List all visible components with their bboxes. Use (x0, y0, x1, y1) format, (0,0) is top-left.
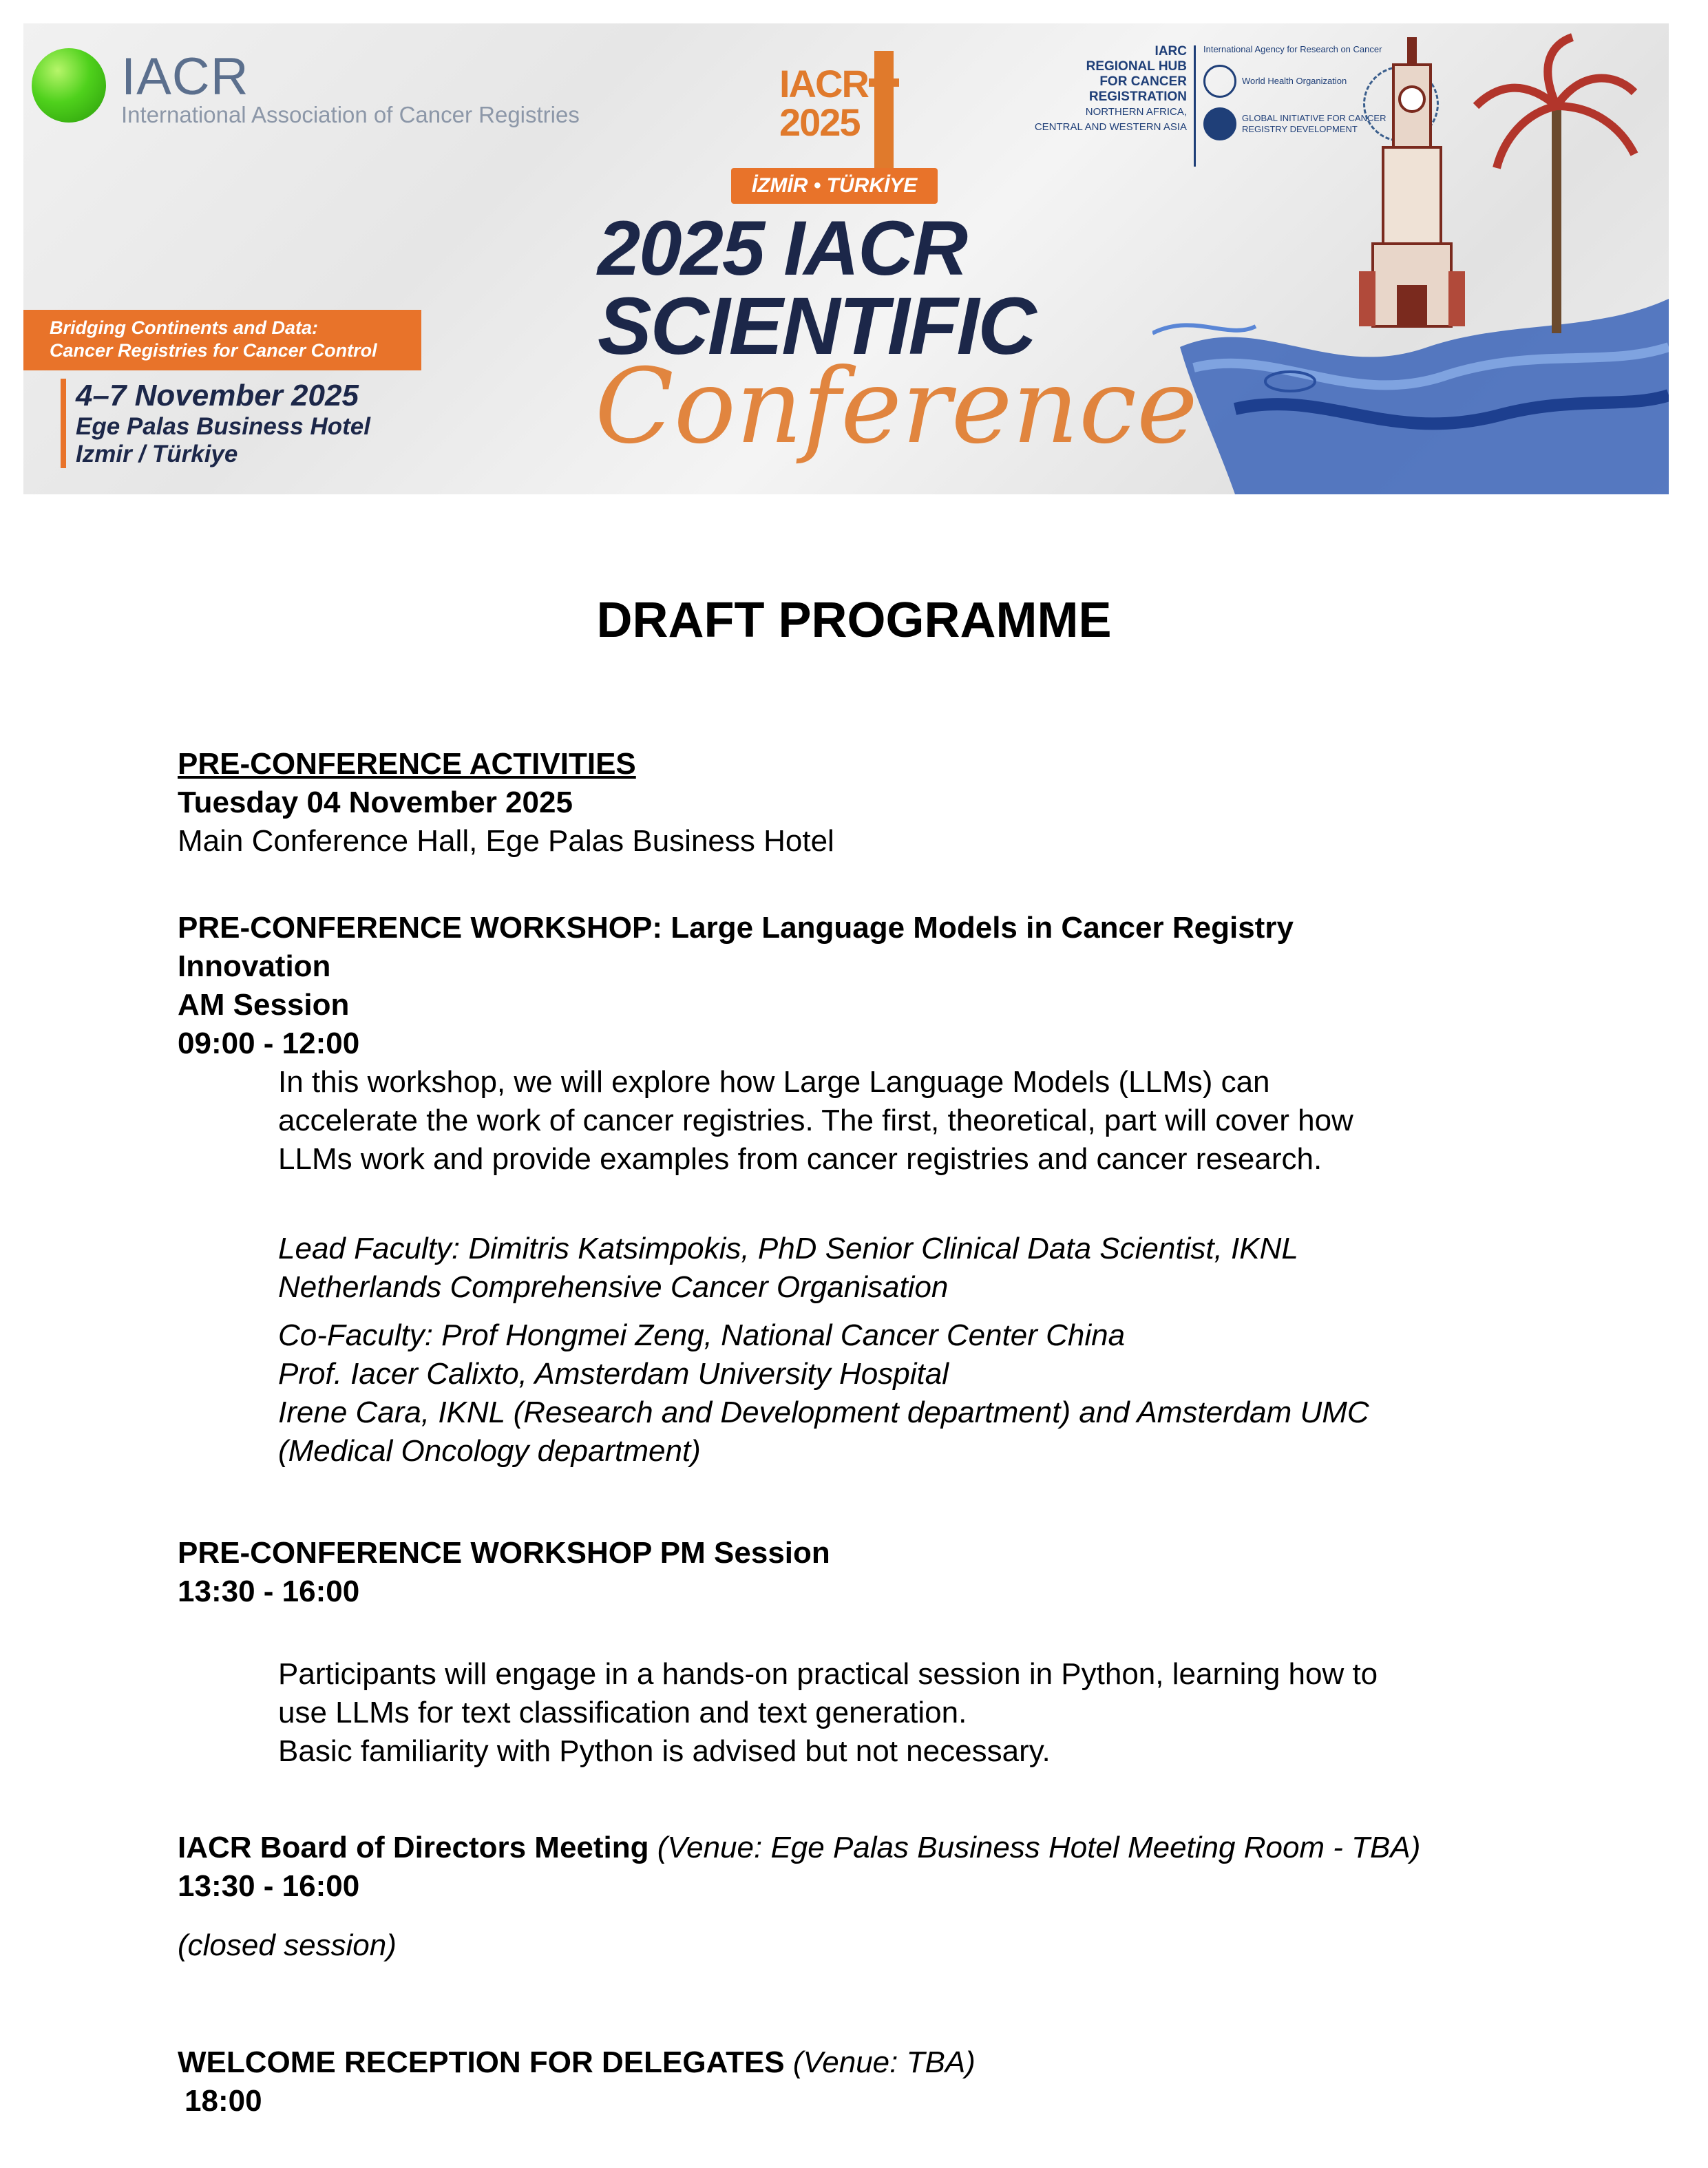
banner-tagline (23, 310, 421, 370)
event-venue-city: Izmir / Türkiye (76, 441, 238, 467)
iacr-logo-subtitle: International Association of Cancer Registries (121, 102, 580, 127)
iacr-logo (32, 48, 637, 131)
clock-tower-icon (874, 51, 894, 168)
iacr-logo-word: IACR (121, 48, 249, 106)
event-info (61, 379, 370, 468)
workshop-pm-description (178, 1655, 1520, 1771)
event-dates: 4–7 November 2025 (76, 379, 359, 412)
workshop-am-title-line-2: Innovation (178, 949, 331, 983)
hub-line-1: IARC (1155, 44, 1187, 59)
workshop-pm-desc-line: use LLMs for text classification and text generation. (278, 1696, 967, 1729)
workshop-am-session: AM Session (178, 988, 350, 1022)
workshop-pm-desc-line: Participants will engage in a hands-on practical session in Python, learning how to (278, 1657, 1378, 1691)
workshop-pm-desc-line: Basic familiarity with Python is advised but not necessary. (278, 1734, 1051, 1768)
reception-time: 18:00 (184, 2084, 262, 2118)
workshop-am-section (178, 909, 1520, 1471)
workshop-pm-time: 13:30 - 16:00 (178, 1575, 360, 1608)
workshop-am-time: 09:00 - 12:00 (178, 1027, 360, 1060)
tagline-line-2: Cancer Registries for Cancer Control (50, 340, 377, 361)
board-meeting-time: 13:30 - 16:00 (178, 1869, 360, 1903)
banner-title-year: 2025 IACR (598, 205, 967, 291)
workshop-pm-title: PRE-CONFERENCE WORKSHOP PM Session (178, 1536, 830, 1570)
board-meeting-title: IACR Board of Directors Meeting (178, 1831, 649, 1864)
partner-who-text: World Health Organization (1242, 76, 1347, 86)
board-meeting-heading (178, 1829, 1520, 1867)
reception-section (178, 2043, 1520, 2120)
workshop-am-title-line-1: PRE-CONFERENCE WORKSHOP: Large Language Models in Cancer Registry (178, 911, 1294, 945)
lead-faculty-line: Netherlands Comprehensive Cancer Organisation (278, 1270, 949, 1304)
banner-title-scientific: SCIENTIFIC (598, 281, 1035, 372)
event-venue-hotel: Ege Palas Business Hotel (76, 413, 370, 440)
workshop-am-lead-faculty (178, 1230, 1520, 1307)
co-faculty-line: Irene Cara, IKNL (Research and Development department) and Amsterdam UMC (278, 1396, 1369, 1429)
hub-region-1: NORTHERN AFRICA, (1085, 106, 1187, 118)
preconf-section (178, 745, 1520, 861)
conference-banner (23, 23, 1669, 494)
hub-line-2: REGIONAL HUB (1086, 59, 1187, 74)
reception-title: WELCOME RECEPTION FOR DELEGATES (178, 2045, 785, 2079)
workshop-am-desc-line: accelerate the work of cancer registries. The first, theoretical, part will cover how (278, 1104, 1353, 1137)
board-meeting-note: (closed session) (178, 1928, 397, 1962)
workshop-am-description (178, 1063, 1520, 1179)
preconf-heading: PRE-CONFERENCE ACTIVITIES (178, 747, 636, 781)
partner-iarc-text: International Agency for Research on Cancer (1203, 44, 1382, 54)
city-badge: İZMİR • TÜRKİYE (731, 168, 938, 204)
board-meeting-venue: (Venue: Ege Palas Business Hotel Meeting Room - TBA) (657, 1831, 1421, 1864)
co-faculty-line: Co-Faculty: Prof Hongmei Zeng, National Cancer Center China (278, 1318, 1126, 1352)
conf-mark-text: IACR 2025 (779, 62, 868, 144)
co-faculty-line: (Medical Oncology department) (278, 1434, 701, 1468)
banner-title-conference: Conference (595, 347, 1198, 467)
co-faculty-line: Prof. Iacer Calixto, Amsterdam University Hospital (278, 1357, 949, 1391)
page-title: DRAFT PROGRAMME (596, 593, 1112, 648)
reception-heading (178, 2043, 1520, 2082)
workshop-am-co-faculty (178, 1316, 1520, 1471)
board-meeting-section (178, 1829, 1520, 1965)
workshop-am-desc-line: In this workshop, we will explore how Large Language Models (LLMs) can (278, 1065, 1270, 1099)
iacr-2025-mark (759, 51, 924, 185)
tagline-line-1: Bridging Continents and Data: (50, 317, 318, 338)
preconf-date: Tuesday 04 November 2025 (178, 786, 573, 819)
partner-gicr-text: GLOBAL INITIATIVE FOR CANCER REGISTRY DEVELOPMENT (1242, 113, 1387, 134)
reception-venue: (Venue: TBA) (792, 2045, 976, 2079)
izmir-clock-tower-illustration (1152, 23, 1669, 494)
preconf-location: Main Conference Hall, Ege Palas Business Hotel (178, 824, 834, 858)
hub-region-2: CENTRAL AND WESTERN ASIA (1034, 121, 1187, 133)
workshop-pm-section (178, 1534, 1520, 1771)
lead-faculty-line: Lead Faculty: Dimitris Katsimpokis, PhD Senior Clinical Data Scientist, IKNL (278, 1232, 1298, 1265)
hub-line-3: FOR CANCER (1099, 74, 1187, 89)
green-sphere-icon (32, 48, 106, 123)
workshop-am-desc-line: LLMs work and provide examples from cancer registries and cancer research. (278, 1142, 1322, 1176)
programme-content (178, 745, 1520, 2120)
hub-line-4: REGISTRATION (1088, 90, 1187, 104)
